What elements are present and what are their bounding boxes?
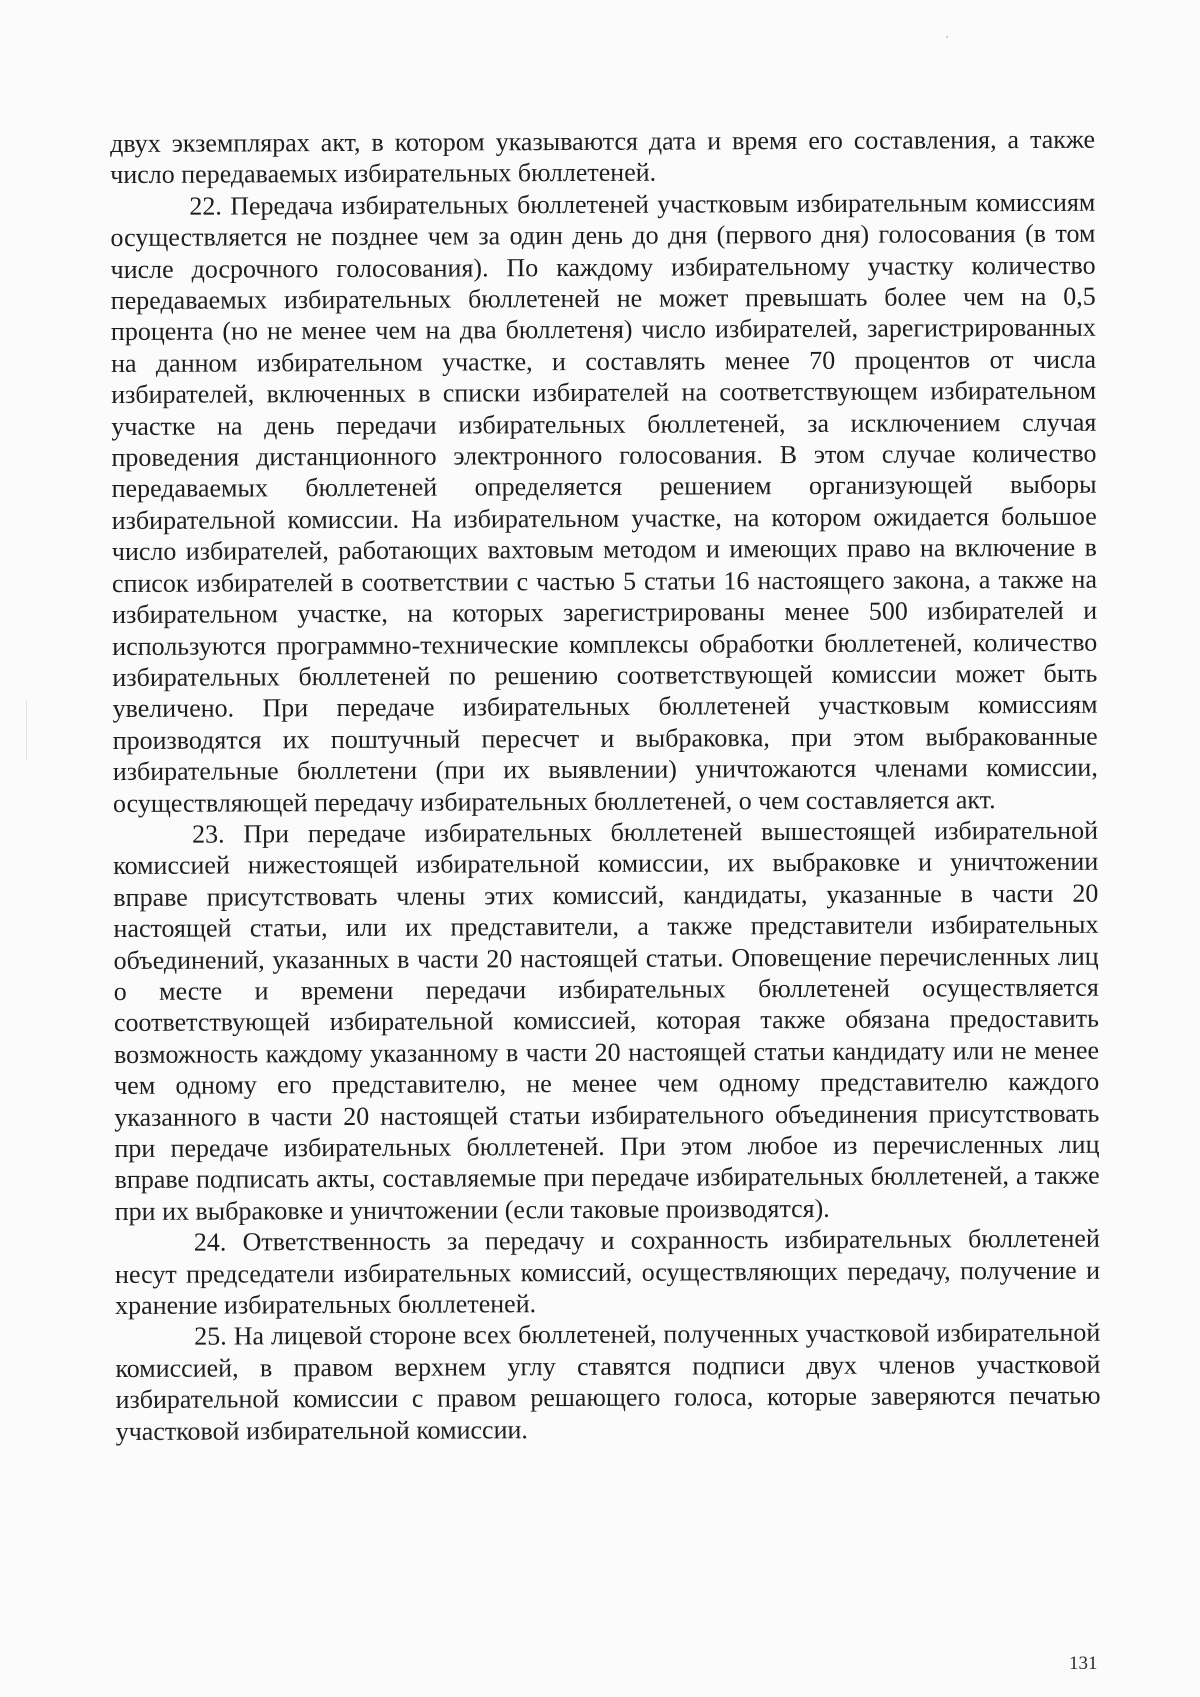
paragraph-23: 23. При передаче избирательных бюллетеней вышестоящей избирательной комиссией нижестоящей избирательной комиссии, их выбраковке и уничтожении вправе присутствовать члены этих комиссий, кандидаты, указанные в части 20 настоящей статьи, или их представители, а также представители избирательных объединений, указанных в части 20 настоящей статьи. Оповещение перечисленных лиц о месте и времени передачи избирательных бюллетеней осуществляется соответствующей избирательной комиссией, которая также обязана предоставить возможность каждому указанному в части 20 настоящей статьи кандидату или не менее чем одному его представителю, не менее чем одному представителю каждого указанного в части 20 настоящей статьи избирательного объединения присутствовать при передаче избирательных бюллетеней. При этом любое из перечисленных лиц вправе подписать акты, составляемые при передаче избирательных бюллетеней, а также при их выбраковке и уничтожении (если таковые производятся).: [113, 815, 1100, 1226]
paragraph-continuation: двух экземплярах акт, в котором указываются дата и время его составления, а также число передаваемых избирательных бюллетеней.: [110, 124, 1096, 190]
scan-mark: [26, 700, 27, 760]
paragraph-22: 22. Передача избирательных бюллетеней участковым избирательным комиссиям осуществляется не позднее чем за один день до дня (первого дня) голосования (в том числе досрочного голосования). По каждому избирательному участку количество передаваемых избирательных бюллетеней не может превышать более чем на 0,5 процента (но не менее чем на два бюллетеня) число избирателей, зарегистрированных на данном избирательном участке, и составлять менее 70 процентов от числа избирателей, включенных в списки избирателей на соответствующем избирательном участке на день передачи избирательных бюллетеней, за исключением случая проведения дистанционного электронного голосования. В этом случае количество передаваемых бюллетеней определяется решением организующей выборы избирательной комиссии. На избирательном участке, на котором ожидается большое число избирателей, работающих вахтовым методом и имеющих право на включение в список избирателей в соответствии с частью 5 статьи 16 настоящего закона, а также на избирательном участке, на которых зарегистрированы менее 500 избирателей и используются программно-технические комплексы обработки бюллетеней, количество избирательных бюллетеней по решению соответствующей комиссии может быть увеличено. При передаче избирательных бюллетеней участковым комиссиям производятся их поштучный пересчет и выбраковка, при этом выбракованные избирательные бюллетени (при их выявлении) уничтожаются членами комиссии, осуществляющей передачу избирательных бюллетеней, о чем составляется акт.: [110, 187, 1098, 818]
document-body: [110, 124, 1101, 1447]
scan-speck: [946, 36, 948, 38]
paragraph-24: 24. Ответственность за передачу и сохранность избирательных бюллетеней несут председатели избирательных комиссий, осуществляющих передачу, получение и хранение избирательных бюллетеней.: [114, 1223, 1101, 1321]
page-number: 131: [1069, 1653, 1098, 1674]
paragraph-25: 25. На лицевой стороне всех бюллетеней, полученных участковой избирательной комиссией, в правом верхнем углу ставятся подписи двух членов участковой избирательной комиссии с правом решающего голоса, которые заверяются печатью участковой избирательной комиссии.: [115, 1318, 1101, 1446]
